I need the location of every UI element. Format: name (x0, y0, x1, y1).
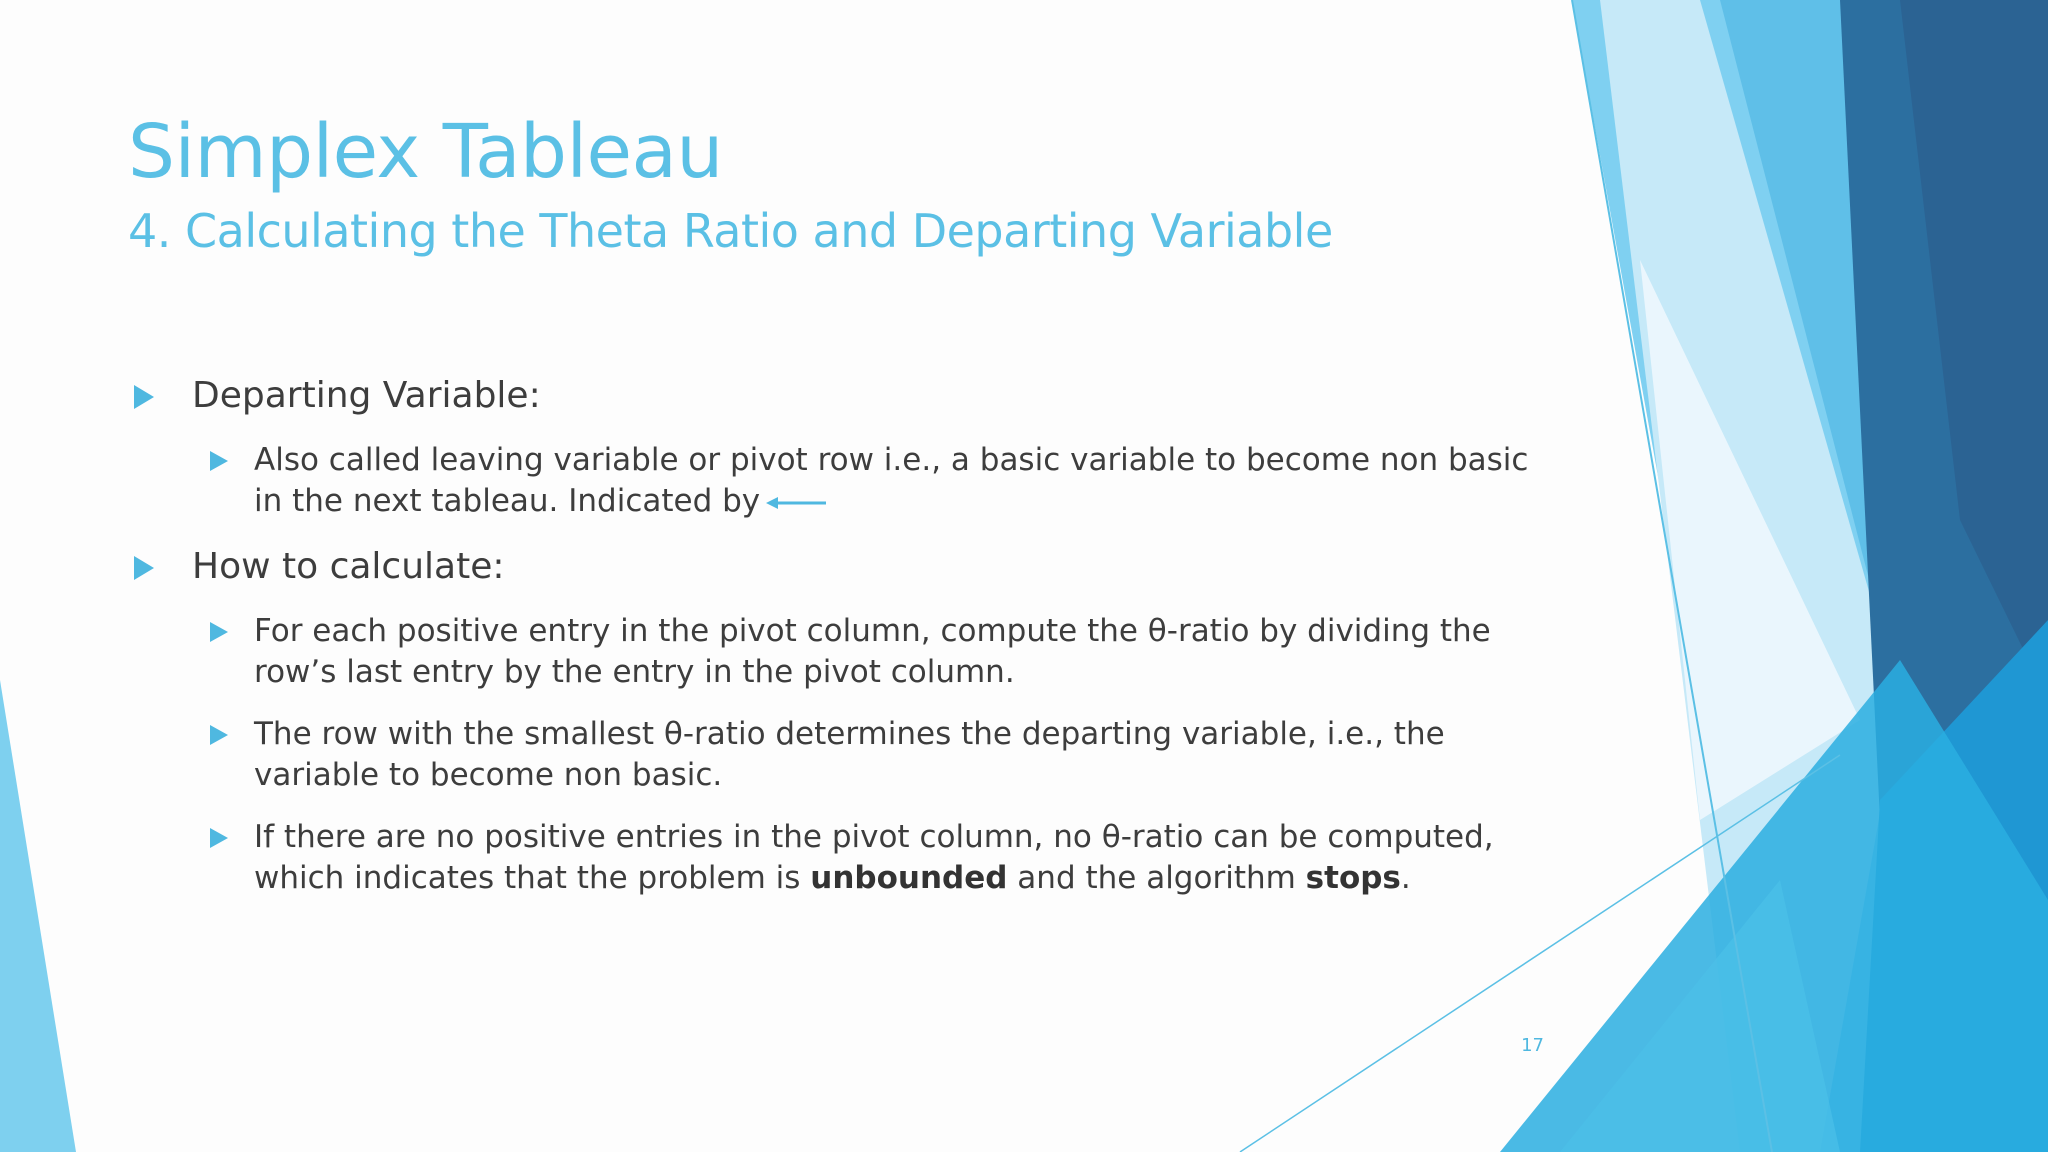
triangle-right-icon (134, 385, 154, 409)
sub-bullet-step-3 (210, 817, 1540, 899)
emphasis-unbounded: unbounded (810, 860, 1008, 896)
bullet-text: How to calculate: (192, 546, 505, 587)
sub-bullet-departing-description (210, 440, 1540, 522)
step3-text-middle: and the algorithm (1017, 860, 1296, 896)
sub-bullet-step-1 (210, 611, 1540, 693)
sub-bullet-text: The row with the smallest θ-ratio determines the departing variable, i.e., the variable to become non basic. (254, 716, 1445, 793)
step3-text-end: . (1400, 860, 1411, 896)
slide-subtitle: 4. Calculating the Theta Ratio and Departing Variable (128, 204, 1333, 258)
slide-title: Simplex Tableau (128, 109, 723, 195)
triangle-right-icon (210, 622, 228, 642)
step3-text-start: If there are no positive entries in the pivot column, no θ-ratio can be computed, which indicates that the problem is (254, 819, 1494, 896)
sub-bullet-step-2 (210, 714, 1540, 796)
triangle-right-icon (134, 556, 154, 580)
bullet-text: Departing Variable: (192, 375, 541, 416)
emphasis-stops: stops (1305, 860, 1401, 896)
description-text: Also called leaving variable or pivot row i.e., a basic variable to become non basic in the next tableau. Indicated by (254, 442, 1529, 519)
bullet-departing-variable (134, 374, 541, 417)
sub-bullet-text: For each positive entry in the pivot column, compute the θ-ratio by dividing the row’s last entry by the entry in the pivot column. (254, 613, 1491, 690)
left-arrow-icon (766, 493, 830, 513)
sub-bullet-text (254, 817, 1540, 899)
bullet-how-to-calculate (134, 545, 505, 588)
triangle-right-icon (210, 828, 228, 848)
triangle-right-icon (210, 451, 228, 471)
triangle-right-icon (210, 725, 228, 745)
sub-bullet-text (254, 440, 1540, 522)
page-number: 17 (1521, 1035, 1544, 1056)
